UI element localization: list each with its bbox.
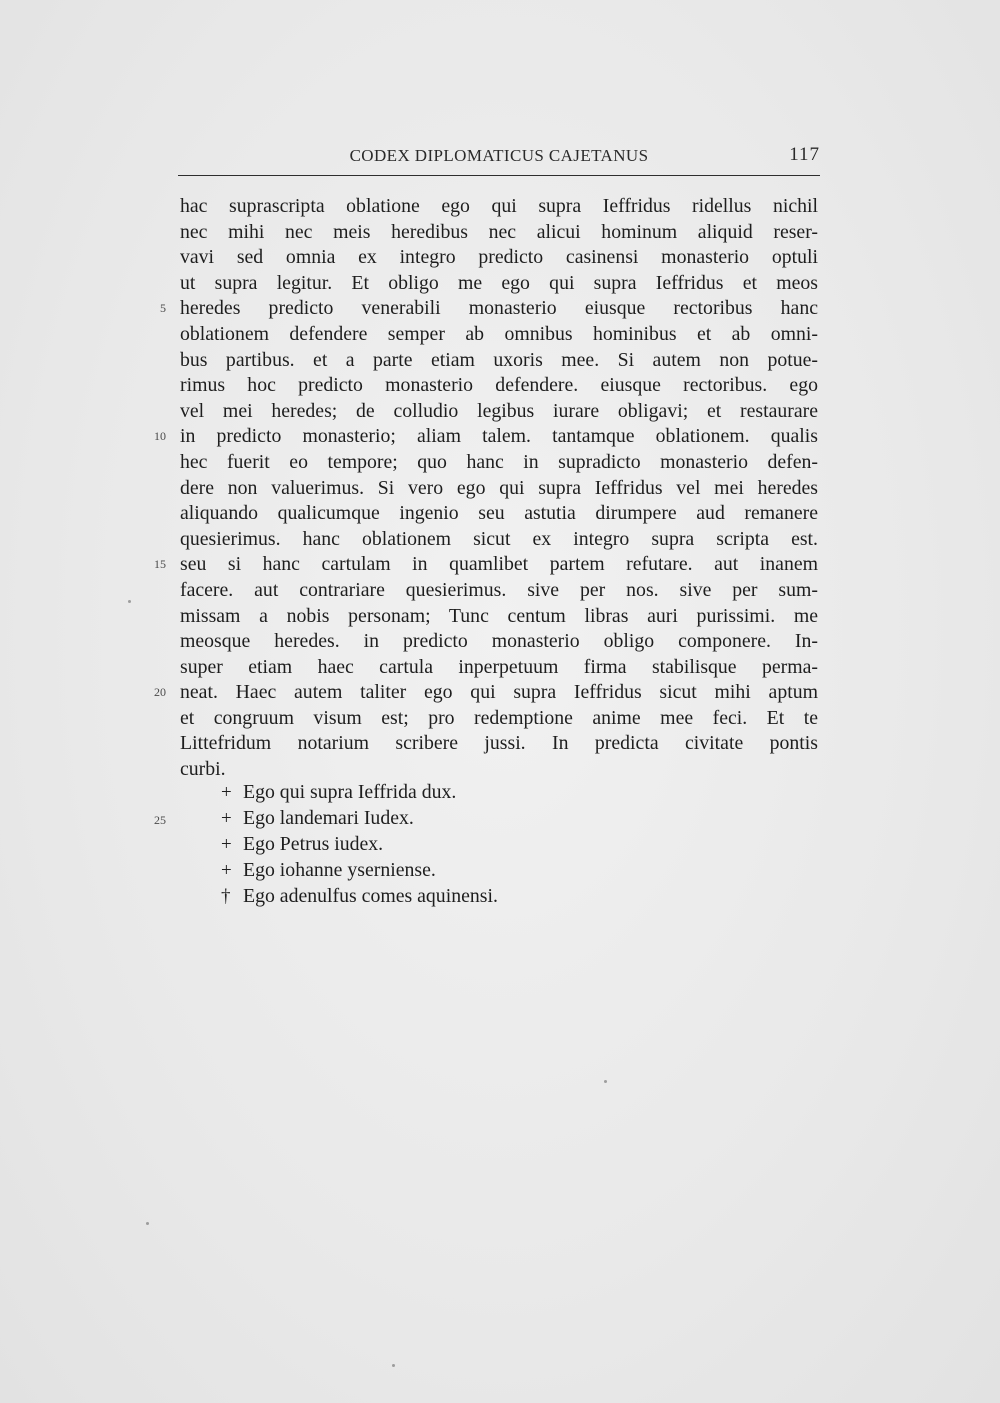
signature-line — [221, 805, 621, 831]
paper-speck — [604, 1080, 607, 1083]
line-number: 20 — [154, 685, 166, 699]
dagger-icon: † — [221, 886, 231, 907]
text-line: vel mei heredes; de colludio legibus iurare obligavi; et restaurare — [180, 399, 818, 422]
signature-text: Ego iohanne yserniense. — [243, 859, 436, 881]
text-line: aliquando qualicumque ingenio seu astutia dirumpere aud remanere — [180, 502, 818, 525]
text-line: et congruum visum est; pro redemptione anime mee feci. Et te — [180, 706, 818, 729]
text-line: heredes predicto venerabili monasterio eiusque rectoribus hanc — [180, 297, 818, 320]
signature-line — [221, 831, 621, 857]
paper-speck — [128, 600, 131, 603]
text-line: curbi. — [180, 758, 226, 781]
text-line: hac suprascripta oblatione ego qui supra Ieffridus ridellus nichil — [180, 195, 818, 217]
text-line: bus partibus. et a parte etiam uxoris mee. Si autem non potue- — [180, 348, 818, 371]
paper-speck — [146, 1222, 149, 1225]
text-line: Littefridum notarium scribere jussi. In predicta civitate pontis — [180, 732, 818, 755]
cross-icon: + — [221, 860, 232, 881]
signature-text: Ego landemari Iudex. — [243, 807, 414, 829]
running-title: CODEX DIPLOMATICUS CAJETANUS — [349, 146, 649, 165]
line-number: 25 — [154, 813, 166, 827]
paper-speck — [392, 1364, 395, 1367]
text-line: nec mihi nec meis heredibus nec alicui hominum aliquid reser- — [180, 220, 818, 243]
text-line: rimus hoc predicto monasterio defendere. eiusque rectoribus. ego — [180, 374, 818, 397]
page-header — [178, 140, 820, 172]
text-line: missam a nobis personam; Tunc centum libras auri purissimi. me — [180, 604, 818, 627]
text-line: oblationem defendere semper ab omnibus hominibus et ab omni- — [180, 322, 818, 345]
text-line: dere non valuerimus. Si vero ego qui supra Ieffridus vel mei heredes — [180, 476, 818, 499]
signature-list — [221, 779, 621, 909]
header-rule — [178, 175, 820, 176]
signature-text: Ego Petrus iudex. — [243, 833, 384, 855]
line-number: 5 — [160, 301, 166, 315]
text-line: facere. aut contrariare quesierimus. sive per nos. sive per sum- — [180, 578, 818, 601]
text-line: hec fuerit eo tempore; quo hanc in supradicto monasterio defen- — [180, 450, 818, 473]
page-number: 117 — [789, 144, 820, 165]
signature-line — [221, 883, 621, 909]
signature-line — [221, 857, 621, 883]
line-number: 10 — [154, 429, 166, 443]
text-line: neat. Haec autem taliter ego qui supra Ieffridus sicut mihi aptum — [180, 681, 818, 704]
text-line: quesierimus. hanc oblationem sicut ex integro supra scripta est. — [180, 527, 818, 550]
signature-line — [221, 779, 621, 805]
signature-text: Ego adenulfus comes aquinensi. — [243, 885, 498, 907]
line-number: 15 — [154, 557, 166, 571]
cross-icon: + — [221, 834, 232, 855]
body-text — [180, 194, 818, 783]
text-line: super etiam haec cartula inperpetuum firma stabilisque perma- — [180, 655, 818, 678]
text-line: ut supra legitur. Et obligo me ego qui supra Ieffridus et meos — [180, 271, 818, 294]
cross-icon: + — [221, 782, 232, 803]
cross-icon: + — [221, 808, 232, 829]
signature-text: Ego qui supra Ieffrida dux. — [243, 781, 457, 803]
text-line: vavi sed omnia ex integro predicto casinensi monasterio optuli — [180, 246, 818, 269]
text-line: seu si hanc cartulam in quamlibet partem refutare. aut inanem — [180, 553, 818, 576]
text-line: meosque heredes. in predicto monasterio obligo componere. In- — [180, 630, 818, 653]
text-line: in predicto monasterio; aliam talem. tantamque oblationem. qualis — [180, 425, 818, 448]
